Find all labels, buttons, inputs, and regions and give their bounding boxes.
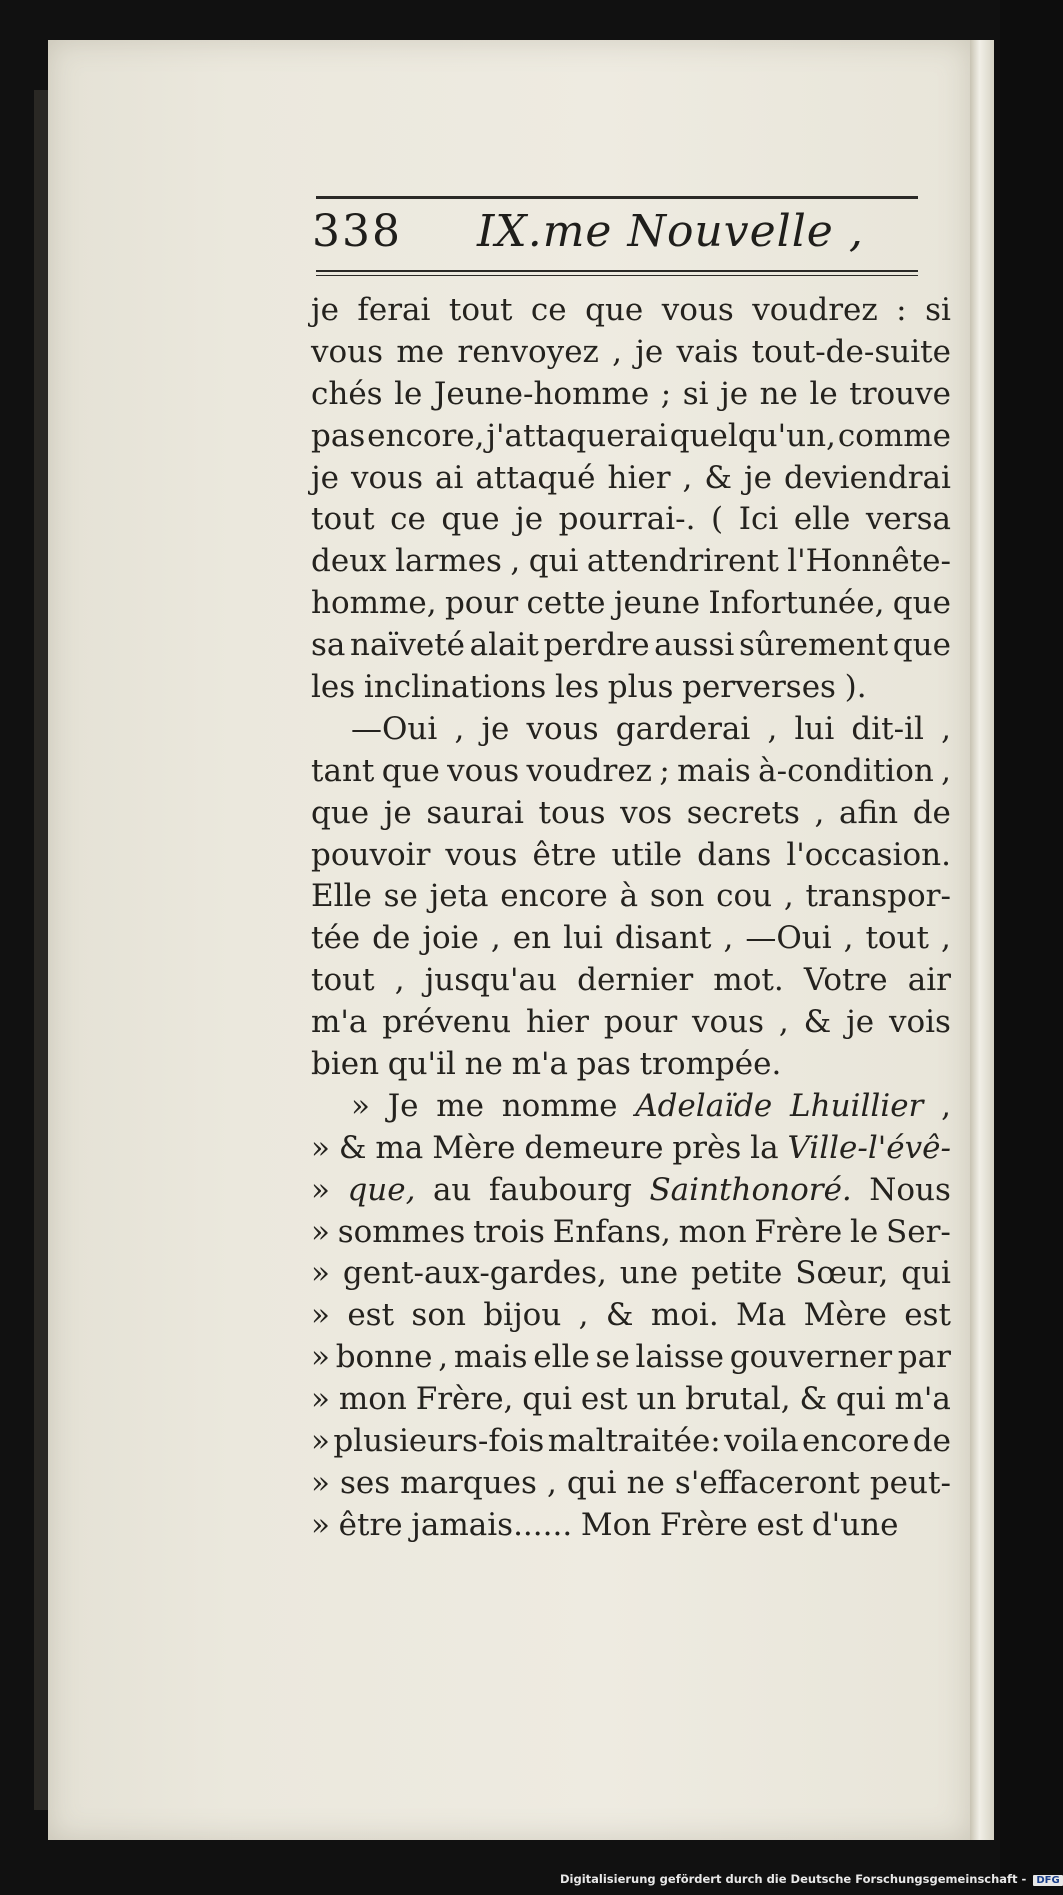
text-line: Elle se jeta encore à son cou , transpor- (311, 878, 951, 915)
text-line: chés le Jeune-homme ; si je ne le trouve (311, 375, 951, 412)
header-rule-bottom-thin (316, 275, 918, 276)
text-line: tée de joie , en lui disant , —Oui , tout , (311, 920, 951, 957)
text-line: vous me renvoyez , je vais tout-de-suite (311, 333, 951, 370)
header-rule-bottom (316, 270, 918, 272)
text-line: » Je me nomme Adelaïde Lhuillier , (351, 1087, 951, 1124)
dfg-logo: DFG (1033, 1875, 1062, 1886)
text-line: sa naïveté alait perdre aussi sûrement que (311, 627, 951, 664)
page-number: 338 (312, 206, 402, 257)
running-head: IX.me Nouvelle , (477, 206, 864, 257)
text-line: » plusieurs-fois maltraitée: voila encore de (311, 1423, 951, 1460)
text-line: homme, pour cette jeune Infortunée, que (311, 585, 951, 622)
text-line: » être jamais...... Mon Frère est d'une (311, 1506, 899, 1543)
digitization-credit (560, 1872, 1060, 1890)
text-line: pouvoir vous être utile dans l'occasion. (311, 836, 951, 873)
text-line: » ses marques , qui ne s'effaceront peut- (311, 1464, 951, 1501)
header-rule-top (316, 196, 918, 199)
text-line: » est son bijou , & moi. Ma Mère est (311, 1297, 951, 1334)
text-line: » gent-aux-gardes, une petite Sœur, qui (311, 1255, 951, 1292)
text-line: » & ma Mère demeure près la Ville-l'évê- (311, 1129, 951, 1166)
text-line: deux larmes , qui attendrirent l'Honnête- (311, 543, 951, 580)
text-line: » bonne , mais elle se laisse gouverner par (311, 1339, 951, 1376)
text-line: » que, au faubourg Sainthonoré. Nous (311, 1171, 951, 1208)
text-line: —Oui , je vous garderai , lui dit-il , (351, 710, 951, 747)
text-line: tout ce que je pourrai-. ( Ici elle versa (311, 501, 951, 538)
text-line: pas encore, j'attaquerai quelqu'un, comme (311, 417, 951, 454)
text-line: tant que vous voudrez ; mais à-condition , (311, 752, 951, 789)
page-edge (970, 40, 994, 1840)
text-line: bien qu'il ne m'a pas trompée. (311, 1046, 782, 1083)
body-text (311, 290, 951, 1547)
text-line: » sommes trois Enfans, mon Frère le Ser- (311, 1213, 951, 1250)
page-header (312, 206, 952, 266)
text-line: tout , jusqu'au dernier mot. Votre air (311, 962, 951, 999)
text-line: les inclinations les plus perverses ). (311, 669, 867, 706)
text-line: je vous ai attaqué hier , & je deviendrai (311, 459, 951, 496)
text-line: m'a prévenu hier pour vous , & je vois (311, 1004, 951, 1041)
text-line: » mon Frère, qui est un brutal, & qui m'a (311, 1381, 951, 1418)
credit-text: Digitalisierung gefördert durch die Deutsche Forschungsgemeinschaft - (560, 1872, 1027, 1886)
text-line: que je saurai tous vos secrets , afin de (311, 794, 951, 831)
text-line: je ferai tout ce que vous voudrez : si (311, 292, 951, 328)
